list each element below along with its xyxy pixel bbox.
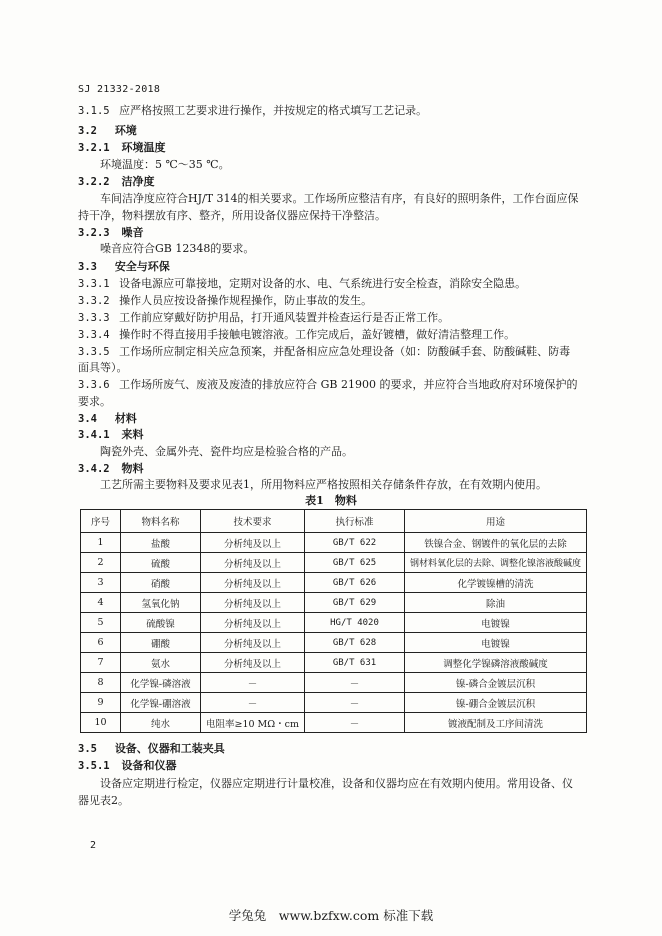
- cell-index: 6: [81, 633, 121, 653]
- section-number: 3.2.1: [78, 142, 110, 154]
- section-title: 洁净度: [121, 175, 155, 188]
- cleanliness-text-line2: 持干净，物料摆放有序、整齐，所用设备仪器应保持干净整洁。: [78, 209, 386, 222]
- cell-material: 硼酸: [121, 633, 201, 653]
- cell-material: 纯水: [121, 713, 201, 733]
- cell-standard: GB/T 626: [305, 573, 405, 593]
- section-3-2-1: [78, 141, 165, 155]
- cell-standard: －: [305, 693, 405, 713]
- section-number: 3.4.2: [78, 463, 110, 475]
- cell-index: 7: [81, 653, 121, 673]
- cell-index: 10: [81, 713, 121, 733]
- table-row: [81, 633, 587, 653]
- table-row: [81, 713, 587, 733]
- cell-usage: 镍-硼合金镀层沉积: [405, 693, 587, 713]
- cell-material: 盐酸: [121, 533, 201, 553]
- section-title: 安全与环保: [114, 260, 170, 273]
- table-row: [81, 693, 587, 713]
- clause-3-3-4: [78, 328, 515, 342]
- section-title: 环境: [114, 124, 137, 137]
- cell-requirement: 分析纯及以上: [201, 633, 305, 653]
- header-standard: 执行标准: [305, 510, 405, 533]
- cell-standard: GB/T 629: [305, 593, 405, 613]
- clause-text: 应严格按照工艺要求进行操作，并按规定的格式填写工艺记录。: [119, 104, 428, 117]
- cell-index: 5: [81, 613, 121, 633]
- section-title: 来料: [121, 428, 144, 441]
- section-number: 3.5: [78, 743, 97, 755]
- cell-requirement: 分析纯及以上: [201, 593, 305, 613]
- clause-number: 3.1.5: [78, 105, 110, 117]
- equipment-text-line1: 设备应定期进行检定，仪器应定期进行计量校准，设备和仪器均应在有效期内使用。常用设备、仪: [100, 777, 573, 790]
- cell-material: 化学镍-磷溶液: [121, 673, 201, 693]
- section-3-5-1: [78, 759, 176, 773]
- noise-text: 噪音应符合GB 12348的要求。: [100, 242, 255, 255]
- table-row: [81, 593, 587, 613]
- section-title: 物料: [121, 462, 144, 475]
- materials-table: [80, 509, 587, 733]
- clause-number: 3.3.1: [78, 278, 110, 290]
- cell-usage: 钢材料氧化层的去除、调整化镍溶液酸碱度: [405, 553, 587, 573]
- table-row: [81, 553, 587, 573]
- page-number: 2: [90, 840, 97, 851]
- site-footer: 学兔兔 www.bzfxw.com 标准下载: [228, 908, 434, 923]
- cell-standard: －: [305, 713, 405, 733]
- cell-requirement: 分析纯及以上: [201, 553, 305, 573]
- section-3-4-2: [78, 462, 143, 476]
- section-number: 3.2.2: [78, 176, 110, 188]
- cell-usage: 铁镍合金、钢镀件的氧化层的去除: [405, 533, 587, 553]
- materials-text: 工艺所需主要物料及要求见表1，所用物料应严格按照相关存储条件存放，在有效期内使用。: [100, 478, 547, 491]
- cell-requirement: －: [201, 673, 305, 693]
- equipment-text-line2: 器见表2。: [78, 794, 129, 807]
- clause-text: 工作场所废气、废液及废渣的排放应符合 GB 21900 的要求，并应符合当地政府对环境保护的: [119, 378, 578, 391]
- section-3-2-3: [78, 226, 143, 240]
- cell-usage: 镍-磷合金镀层沉积: [405, 673, 587, 693]
- section-3-2-2: [78, 175, 154, 189]
- cell-standard: GB/T 625: [305, 553, 405, 573]
- clause-text: 工作场所应制定相关应急预案，并配备相应应急处理设备（如：防酸碱手套、防酸碱鞋、防毒: [119, 345, 571, 358]
- cell-standard: GB/T 631: [305, 653, 405, 673]
- section-3-5: [78, 742, 225, 756]
- cell-material: 氨水: [121, 653, 201, 673]
- clause-text: 操作时不得直接用手接触电镀溶液。工作完成后，盖好镀槽，做好清洁整理工作。: [119, 328, 516, 341]
- table-header-row: [81, 510, 587, 533]
- cell-standard: HG/T 4020: [305, 613, 405, 633]
- cell-usage: 电镀镍: [405, 633, 587, 653]
- table-row: [81, 653, 587, 673]
- clause-3-3-5: [78, 345, 570, 359]
- section-number: 3.2.3: [78, 227, 110, 239]
- section-3-3: [78, 260, 170, 274]
- incoming-material-text: 陶瓷外壳、金属外壳、瓷件均应是检验合格的产品。: [100, 445, 353, 458]
- section-title: 设备和仪器: [121, 759, 177, 772]
- cell-usage: 镀液配制及工序间清洗: [405, 713, 587, 733]
- section-3-4: [78, 412, 137, 426]
- clause-3-3-1: [78, 277, 526, 291]
- section-number: 3.5.1: [78, 760, 110, 772]
- table-row: [81, 573, 587, 593]
- clause-text: 工作前应穿戴好防护用品，打开通风装置并检查运行是否正常工作。: [119, 311, 450, 324]
- clause-number: 3.3.3: [78, 312, 110, 324]
- cell-standard: －: [305, 673, 405, 693]
- section-number: 3.4.1: [78, 429, 110, 441]
- header-requirement: 技术要求: [201, 510, 305, 533]
- temperature-text: 环境温度：5 ℃～35 ℃。: [100, 158, 230, 171]
- cell-requirement: 分析纯及以上: [201, 573, 305, 593]
- clause-number: 3.3.6: [78, 379, 110, 391]
- clause-number: 3.3.5: [78, 346, 110, 358]
- clause-3-1-5: [78, 104, 427, 118]
- cell-index: 3: [81, 573, 121, 593]
- clause-text: 设备电源应可靠接地，定期对设备的水、电、气系统进行安全检查，消除安全隐患。: [119, 277, 527, 290]
- clause-3-3-3: [78, 311, 449, 325]
- clause-number: 3.3.4: [78, 329, 110, 341]
- table-row: [81, 613, 587, 633]
- cell-material: 硫酸: [121, 553, 201, 573]
- header-index: 序号: [81, 510, 121, 533]
- cell-requirement: －: [201, 693, 305, 713]
- section-title: 设备、仪器和工装夹具: [114, 742, 225, 755]
- table-row: [81, 673, 587, 693]
- table-row: [81, 533, 587, 553]
- cell-standard: GB/T 622: [305, 533, 405, 553]
- cell-index: 4: [81, 593, 121, 613]
- cell-usage: 除油: [405, 593, 587, 613]
- cell-material: 氢氧化钠: [121, 593, 201, 613]
- cell-standard: GB/T 628: [305, 633, 405, 653]
- cell-material: 硝酸: [121, 573, 201, 593]
- clause-3-3-2: [78, 294, 372, 308]
- cell-index: 9: [81, 693, 121, 713]
- cell-material: 化学镍-硼溶液: [121, 693, 201, 713]
- cell-usage: 电镀镍: [405, 613, 587, 633]
- section-title: 噪音: [121, 226, 144, 239]
- section-3-4-1: [78, 428, 143, 442]
- cell-index: 8: [81, 673, 121, 693]
- cell-requirement: 分析纯及以上: [201, 653, 305, 673]
- cell-requirement: 分析纯及以上: [201, 533, 305, 553]
- section-number: 3.3: [78, 261, 97, 273]
- document-code: SJ 21332-2018: [78, 84, 161, 95]
- table-caption: 表1 物料: [305, 494, 357, 507]
- clause-text: 操作人员应按设备操作规程操作，防止事故的发生。: [119, 294, 373, 307]
- clause-number: 3.3.2: [78, 295, 110, 307]
- clause-3-3-6: [78, 378, 577, 392]
- cell-requirement: 分析纯及以上: [201, 613, 305, 633]
- cell-usage: 化学镀镍槽的清洗: [405, 573, 587, 593]
- cell-index: 1: [81, 533, 121, 553]
- header-usage: 用途: [405, 510, 587, 533]
- clause-3-3-5-cont: 面具等）。: [78, 361, 128, 374]
- section-3-2: [78, 124, 137, 138]
- section-number: 3.4: [78, 413, 97, 425]
- cell-usage: 调整化学镍磷溶液酸碱度: [405, 653, 587, 673]
- cell-material: 硫酸镍: [121, 613, 201, 633]
- cell-index: 2: [81, 553, 121, 573]
- section-title: 材料: [114, 412, 137, 425]
- header-material: 物料名称: [121, 510, 201, 533]
- section-title: 环境温度: [121, 141, 166, 154]
- section-number: 3.2: [78, 125, 97, 137]
- cell-requirement: 电阻率≥10 MΩ・cm: [201, 713, 305, 733]
- cleanliness-text-line1: 车间洁净度应符合HJ/T 314的相关要求。工作场所应整洁有序，有良好的照明条件，工作台面应保: [100, 192, 579, 205]
- clause-3-3-6-cont: 要求。: [78, 395, 111, 408]
